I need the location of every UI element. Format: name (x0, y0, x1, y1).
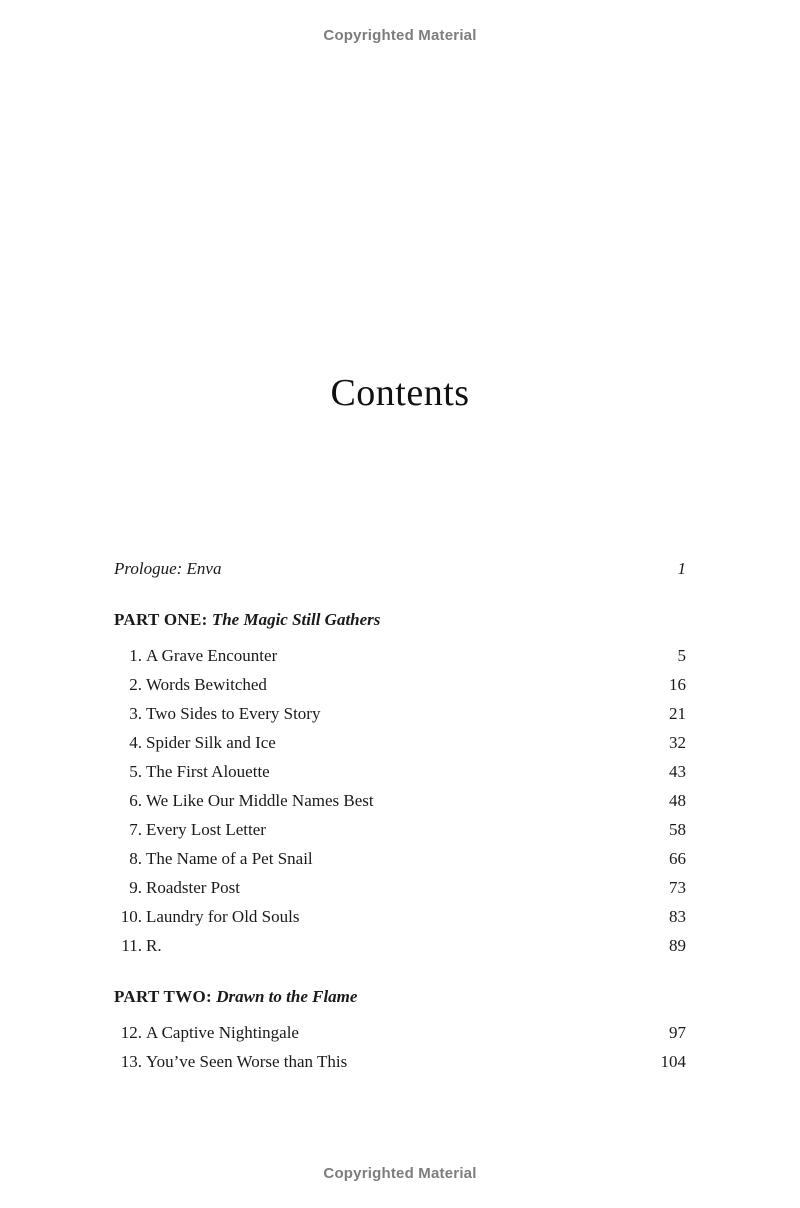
toc-entry-chapter-8[interactable] (114, 846, 686, 872)
chapter-page-number: 5 (677, 646, 686, 665)
part-one-label: PART ONE: (114, 610, 208, 629)
chapter-page-number: 21 (669, 704, 686, 723)
chapter-number: 6. (129, 791, 142, 810)
toc-entry-chapter-2[interactable] (114, 672, 686, 698)
chapter-title: Roadster Post (146, 878, 240, 897)
chapter-title: Every Lost Letter (146, 820, 266, 839)
chapter-page-number: 66 (669, 849, 686, 868)
toc-entry-chapter-1[interactable] (114, 643, 686, 669)
prologue-title: Prologue: Enva (114, 559, 222, 578)
part-two-label: PART TWO: (114, 987, 212, 1006)
chapter-number: 9. (129, 878, 142, 897)
toc-entry-chapter-13[interactable] (114, 1049, 686, 1075)
chapter-title: A Grave Encounter (146, 646, 278, 665)
toc-entry-chapter-12[interactable] (114, 1020, 686, 1046)
chapter-number: 7. (129, 820, 142, 839)
chapter-page-number: 32 (669, 733, 686, 752)
chapter-title: Laundry for Old Souls (146, 907, 300, 926)
part-heading-two (114, 984, 357, 1010)
chapter-title: Two Sides to Every Story (146, 704, 321, 723)
toc-entry-chapter-7[interactable] (114, 817, 686, 843)
page-title: Contents (330, 372, 470, 415)
chapter-number: 13. (120, 1052, 142, 1071)
chapter-title: We Like Our Middle Names Best (146, 791, 374, 810)
prologue-page-number: 1 (677, 559, 686, 578)
chapter-page-number: 83 (669, 907, 686, 926)
chapter-title: The First Alouette (146, 762, 270, 781)
toc-entry-chapter-4[interactable] (114, 730, 686, 756)
toc-entry-chapter-10[interactable] (114, 904, 686, 930)
toc-entry-chapter-3[interactable] (114, 701, 686, 727)
toc-entry-chapter-9[interactable] (114, 875, 686, 901)
chapter-page-number: 97 (669, 1023, 686, 1042)
copyright-watermark-bottom: Copyrighted Material (323, 1165, 477, 1182)
chapter-title: You’ve Seen Worse than This (146, 1052, 348, 1071)
chapter-number: 8. (129, 849, 142, 868)
chapter-page-number: 73 (669, 878, 686, 897)
chapter-number: 2. (129, 675, 142, 694)
chapter-number: 1. (129, 646, 142, 665)
chapter-number: 5. (129, 762, 142, 781)
toc-entry-prologue[interactable] (114, 556, 686, 582)
part-one-name: The Magic Still Gathers (211, 610, 381, 629)
chapter-title: Words Bewitched (146, 675, 267, 694)
chapter-page-number: 104 (660, 1052, 686, 1071)
chapter-number: 12. (120, 1023, 142, 1042)
chapter-title: The Name of a Pet Snail (146, 849, 313, 868)
chapter-page-number: 58 (669, 820, 686, 839)
chapter-number: 4. (129, 733, 142, 752)
chapter-number: 11. (121, 936, 142, 955)
chapter-page-number: 43 (669, 762, 686, 781)
part-two-name: Drawn to the Flame (216, 987, 358, 1006)
chapter-page-number: 48 (669, 791, 686, 810)
toc-entry-chapter-6[interactable] (114, 788, 686, 814)
chapter-title: R. (146, 936, 162, 955)
part-heading-one (114, 607, 380, 633)
toc-entry-chapter-5[interactable] (114, 759, 686, 785)
chapter-page-number: 89 (669, 936, 686, 955)
chapter-number: 3. (129, 704, 142, 723)
toc-entry-chapter-11[interactable] (114, 933, 686, 959)
chapter-page-number: 16 (669, 675, 686, 694)
chapter-title: Spider Silk and Ice (146, 733, 276, 752)
copyright-watermark-top: Copyrighted Material (323, 27, 477, 44)
chapter-number: 10. (120, 907, 142, 926)
chapter-title: A Captive Nightingale (146, 1023, 299, 1042)
